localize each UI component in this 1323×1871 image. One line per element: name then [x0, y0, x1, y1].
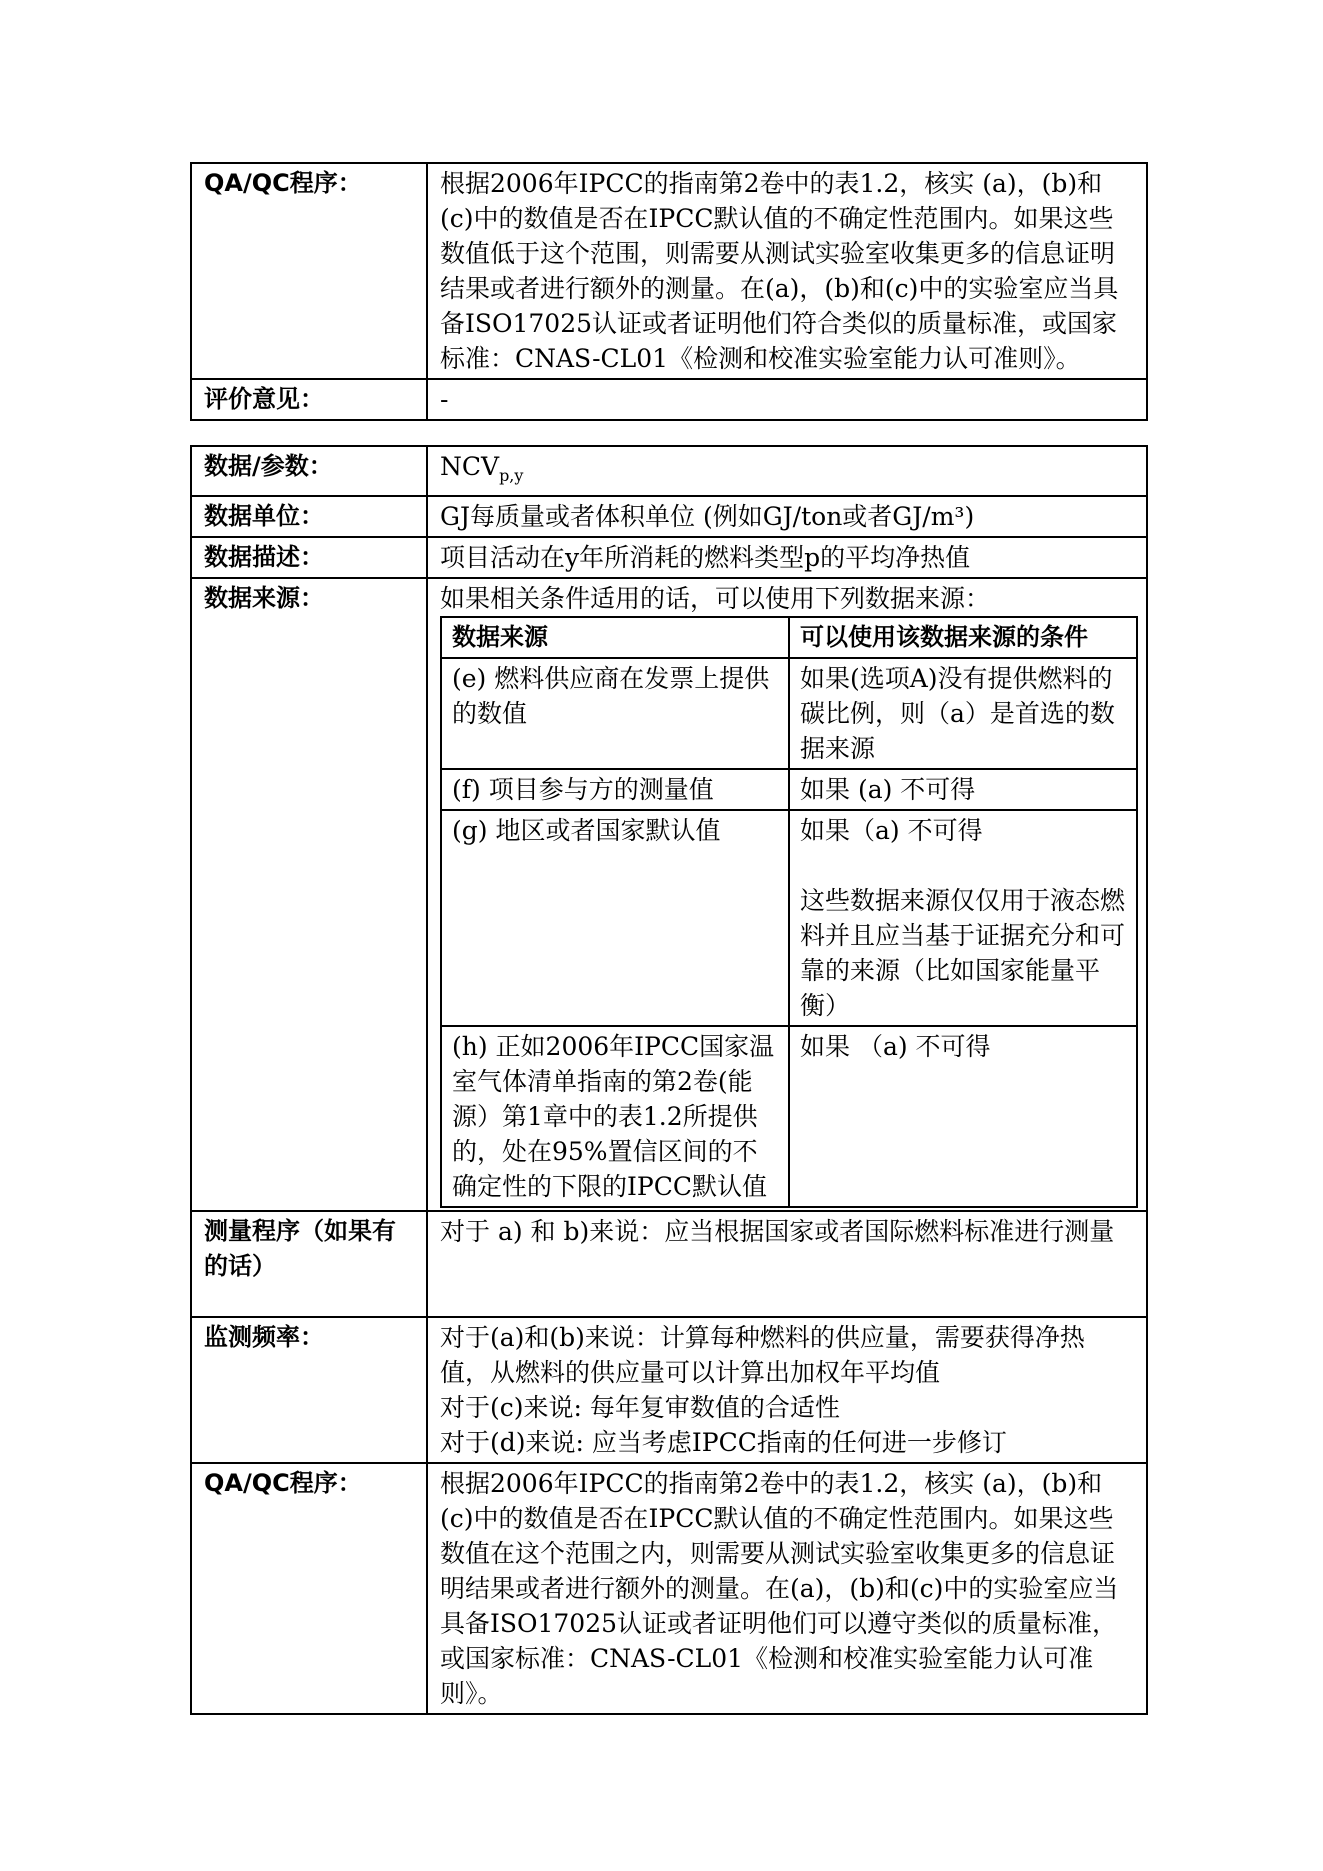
- frequency-line: 对于(a)和(b)来说：计算每种燃料的供应量，需要获得净热值，从燃料的供应量可以计算出加权年平均值: [440, 1323, 1085, 1387]
- table-row: [191, 379, 1147, 420]
- data-unit-value: GJ每质量或者体积单位 (例如GJ/ton或者GJ/m³): [427, 496, 1147, 537]
- parameter-table-ncv: [190, 445, 1148, 1715]
- source-cell: (f) 项目参与方的测量值: [441, 769, 789, 810]
- data-param-value: [427, 446, 1147, 496]
- comment-label: 评价意见：: [191, 379, 427, 420]
- frequency-line: 对于(c)来说: 每年复审数值的合适性: [440, 1393, 840, 1422]
- data-desc-label: 数据描述：: [191, 537, 427, 578]
- table-row: [191, 1211, 1147, 1317]
- data-unit-label: 数据单位：: [191, 496, 427, 537]
- qaqc-value: 根据2006年IPCC的指南第2卷中的表1.2，核实 (a)，(b)和(c)中的数值是否在IPCC默认值的不确定性范围内。如果这些数值低于这个范围，则需要从测试实验室收集更多的信息证明结果或者进行额外的测量。在(a)，(b)和(c)中的实验室应当具备ISO17025认证或者证明他们符合类似的质量标准，或国家标准：CNAS-CL01《检测和校准实验室能力认可准则》。: [427, 163, 1147, 379]
- ncv-symbol: NCV: [440, 452, 500, 481]
- table-row: [191, 163, 1147, 379]
- condition-cell: [789, 810, 1137, 1026]
- parameter-table-continued: [190, 162, 1148, 421]
- table-row: [191, 578, 1147, 1211]
- data-source-header-row: [441, 617, 1137, 658]
- data-source-intro: 如果相关条件适用的话，可以使用下列数据来源：: [440, 584, 991, 613]
- table-row: [441, 769, 1137, 810]
- comment-value: -: [427, 379, 1147, 420]
- condition-cell: 如果(选项A)没有提供燃料的碳比例，则（a）是首选的数据来源: [789, 658, 1137, 769]
- qaqc-value: 根据2006年IPCC的指南第2卷中的表1.2，核实 (a)，(b)和(c)中的数值是否在IPCC默认值的不确定性范围内。如果这些数值在这个范围之内，则需要从测试实验室收集更多的信息证明结果或者进行额外的测量。在(a)，(b)和(c)中的实验室应当具备ISO17025认证或者证明他们可以遵守类似的质量标准，或国家标准：CNAS-CL01《检测和校准实验室能力认可准则》。: [427, 1463, 1147, 1714]
- condition-text: 如果（a) 不可得: [800, 816, 983, 845]
- qaqc-label: QA/QC程序：: [191, 1463, 427, 1714]
- table-row: [441, 1026, 1137, 1207]
- condition-cell: 如果 (a) 不可得: [789, 769, 1137, 810]
- source-cell: (g) 地区或者国家默认值: [441, 810, 789, 1026]
- data-desc-value: 项目活动在y年所消耗的燃料类型p的平均净热值: [427, 537, 1147, 578]
- table-row: [441, 658, 1137, 769]
- data-param-label: 数据/参数：: [191, 446, 427, 496]
- source-column-header: 数据来源: [441, 617, 789, 658]
- frequency-line: 对于(d)来说: 应当考虑IPCC指南的任何进一步修订: [440, 1428, 1007, 1457]
- measure-label: 测量程序（如果有的话）: [191, 1211, 427, 1317]
- data-source-table: [440, 616, 1138, 1208]
- source-cell: (h) 正如2006年IPCC国家温室气体清单指南的第2卷(能源）第1章中的表1.2所提供的，处在95%置信区间的不确定性的下限的IPCC默认值: [441, 1026, 789, 1207]
- table-row: [191, 496, 1147, 537]
- frequency-label: 监测频率：: [191, 1317, 427, 1463]
- table-row: [441, 810, 1137, 1026]
- data-source-label: 数据来源：: [191, 578, 427, 1211]
- condition-column-header: 可以使用该数据来源的条件: [789, 617, 1137, 658]
- condition-cell: 如果 （a) 不可得: [789, 1026, 1137, 1207]
- ncv-subscript: p,y: [499, 466, 524, 485]
- data-source-value: [427, 578, 1147, 1211]
- measure-value: 对于 a) 和 b)来说：应当根据国家或者国际燃料标准进行测量: [427, 1211, 1147, 1317]
- condition-note: 这些数据来源仅仅用于液态燃料并且应当基于证据充分和可靠的来源（比如国家能量平衡）: [800, 886, 1126, 1020]
- source-cell: (e) 燃料供应商在发票上提供的数值: [441, 658, 789, 769]
- table-row: [191, 1463, 1147, 1714]
- table-row: [191, 446, 1147, 496]
- frequency-value: [427, 1317, 1147, 1463]
- table-row: [191, 1317, 1147, 1463]
- qaqc-label: QA/QC程序：: [191, 163, 427, 379]
- table-row: [191, 537, 1147, 578]
